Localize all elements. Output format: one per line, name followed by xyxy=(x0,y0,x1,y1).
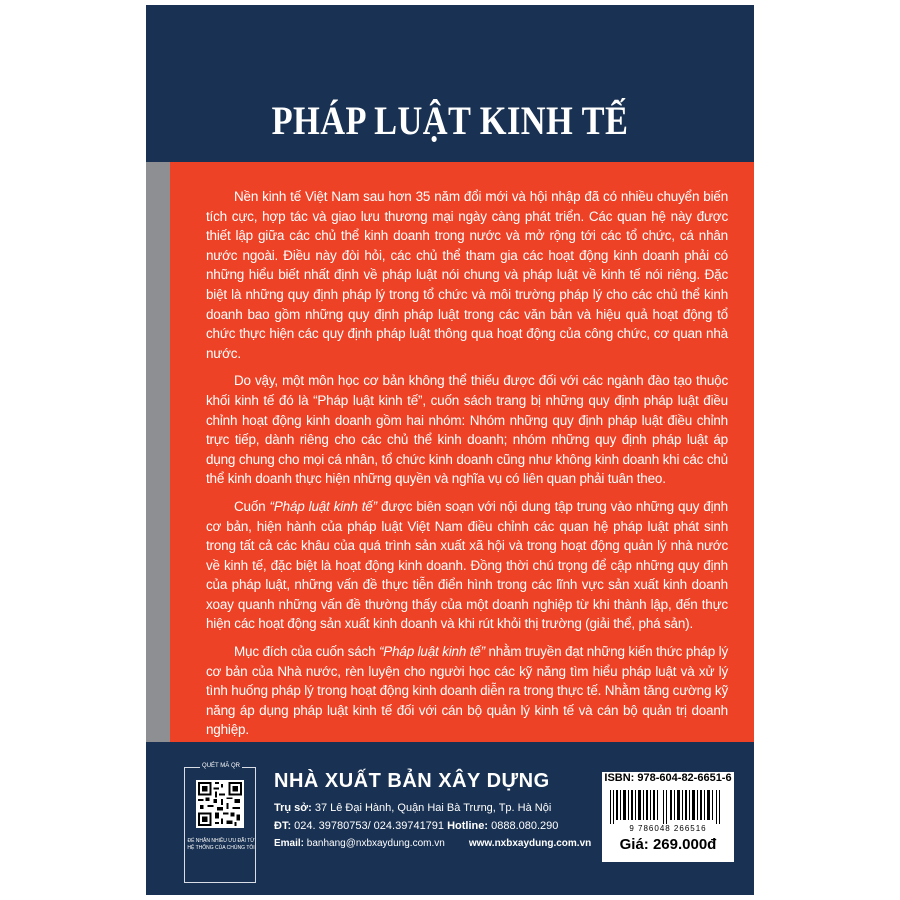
price-label: Giá: 269.000đ xyxy=(619,836,717,853)
qr-code-icon xyxy=(196,780,244,828)
publisher-address xyxy=(274,802,551,814)
publisher-phone xyxy=(274,820,558,832)
website-value: www.nxbxaydung.com.vn xyxy=(468,838,592,849)
address-label: Trụ sở: xyxy=(274,802,312,814)
paragraph-4-text-b: nhằm truyền đạt những kiến thức pháp lý cơ bản của Nhà nước, rèn luyện cho người học các kỹ năng tìm hiểu pháp luật và xử lý tình huống pháp lý trong hoạt động kinh doanh diễn ra trong thực tế. Nhằm tăng cường kỹ năng áp dụng pháp luật kinh tế đối với cán bộ quản lý kinh tế và cán bộ quản trị doanh nghiệp. xyxy=(206,644,728,738)
publisher-contact xyxy=(274,838,591,849)
paragraph-4-text-a: Mục đích của cuốn sách xyxy=(234,644,379,660)
paragraph-3-book-title: “Pháp luật kinh tế” xyxy=(269,498,377,514)
isbn-box xyxy=(602,772,734,862)
book-back-cover xyxy=(146,5,754,895)
qr-block xyxy=(184,763,256,883)
description-panel xyxy=(170,162,754,742)
hotline-value: 0888.080.290 xyxy=(488,820,559,832)
paragraph-1-text: Nền kinh tế Việt Nam sau hơn 35 năm đổi mới và hội nhập đã có nhiều chuyển biến tích cực, hợp tác và giao lưu thương mại ngày càng phát triển. Các quan hệ này được thiết lập giữa các chủ thể kinh doanh trong nước và mở rộng tới các tổ chức, cá nhân nước ngoài. Điều này đòi hỏi, các chủ thể tham gia các hoạt động kinh doanh phải có những hiểu biết nhất định về pháp luật nói chung và pháp luật về kinh tế nói riêng. Đặc biệt là những quy định pháp lý trong tổ chức và môi trường pháp lý cho các chủ thể kinh doanh bao gồm những quy định pháp luật trong các văn bản và hiệu quả hoạt động tổ chức thực hiện các quy định pháp luật thông qua hoạt động của công chức, cơ quan nhà nước. xyxy=(206,189,728,361)
publisher-name: NHÀ XUẤT BẢN XÂY DỰNG xyxy=(274,770,550,792)
gray-side-strip xyxy=(146,162,170,742)
paragraph-4 xyxy=(206,642,728,740)
paragraph-3 xyxy=(206,497,728,634)
paragraph-2 xyxy=(206,371,728,489)
phone-label: ĐT: xyxy=(274,820,292,832)
book-title: PHÁP LUẬT KINH TẾ xyxy=(271,98,629,143)
email-value: banhang@nxbxaydung.com.vn xyxy=(304,838,445,849)
phone-value: 024. 39780753/ 024.39741791 xyxy=(291,820,448,832)
paragraph-4-book-title: “Pháp luật kinh tế” xyxy=(378,644,485,660)
qr-bottom-label: ĐỂ NHẬN NHIỀU ƯU ĐÃI TỪ HỆ THỐNG CỦA CHÚNG TÔI xyxy=(187,838,255,851)
paragraph-3-text-b: được biên soạn với nội dung tập trung vào những quy định cơ bản, hiện hành của pháp luật Việt Nam điều chỉnh các quan hệ pháp luật phát sinh trong tất cả các khâu của quá trình sản xuất xã hội và trong hoạt động quản lý nhà nước về kinh tế, đặc biệt là hoạt động kinh doanh. Đồng thời chú trọng để cập những quy định của pháp luật, những vấn đề thực tiễn điển hình trong các lĩnh vực sản xuất kinh doanh xoay quanh những vấn đề thường thấy của một doanh nghiệp từ khi thành lập, đến thực hiện các hoạt động sản xuất kinh doanh và khi rút khỏi thị trường (giải thể, phá sản). xyxy=(206,498,728,632)
isbn-label: ISBN: 978-604-82-6651-6 xyxy=(604,772,732,784)
barcode-digits: 9 786048 266516 xyxy=(629,824,707,833)
qr-top-label: QUÉT MÃ QR xyxy=(202,763,240,769)
paragraph-1 xyxy=(206,187,728,363)
paragraph-3-text-a: Cuốn xyxy=(234,498,270,514)
barcode-icon xyxy=(608,790,728,824)
address-value: 37 Lê Đại Hành, Quận Hai Bà Trưng, Tp. Hà Nội xyxy=(311,802,552,814)
email-label: Email: xyxy=(274,838,305,849)
hotline-label: Hotline: xyxy=(447,820,489,832)
paragraph-2-text: Do vậy, một môn học cơ bản không thể thiếu được đối với các ngành đào tạo thuộc khối kinh tế đó là “Pháp luật kinh tế”, cuốn sách trang bị những quy định pháp luật điều chỉnh hoạt động kinh doanh gồm hai nhóm: Nhóm những quy định pháp luật điều chỉnh trực tiếp, dành riêng cho các chủ thể kinh doanh; nhóm những quy định pháp luật áp dụng chung cho mọi cá nhân, tổ chức kinh doanh cũng như không kinh doanh khi các chủ thể kinh doanh thực hiện những quyền và nghĩa vụ có liên quan phải tuân theo. xyxy=(206,373,728,487)
